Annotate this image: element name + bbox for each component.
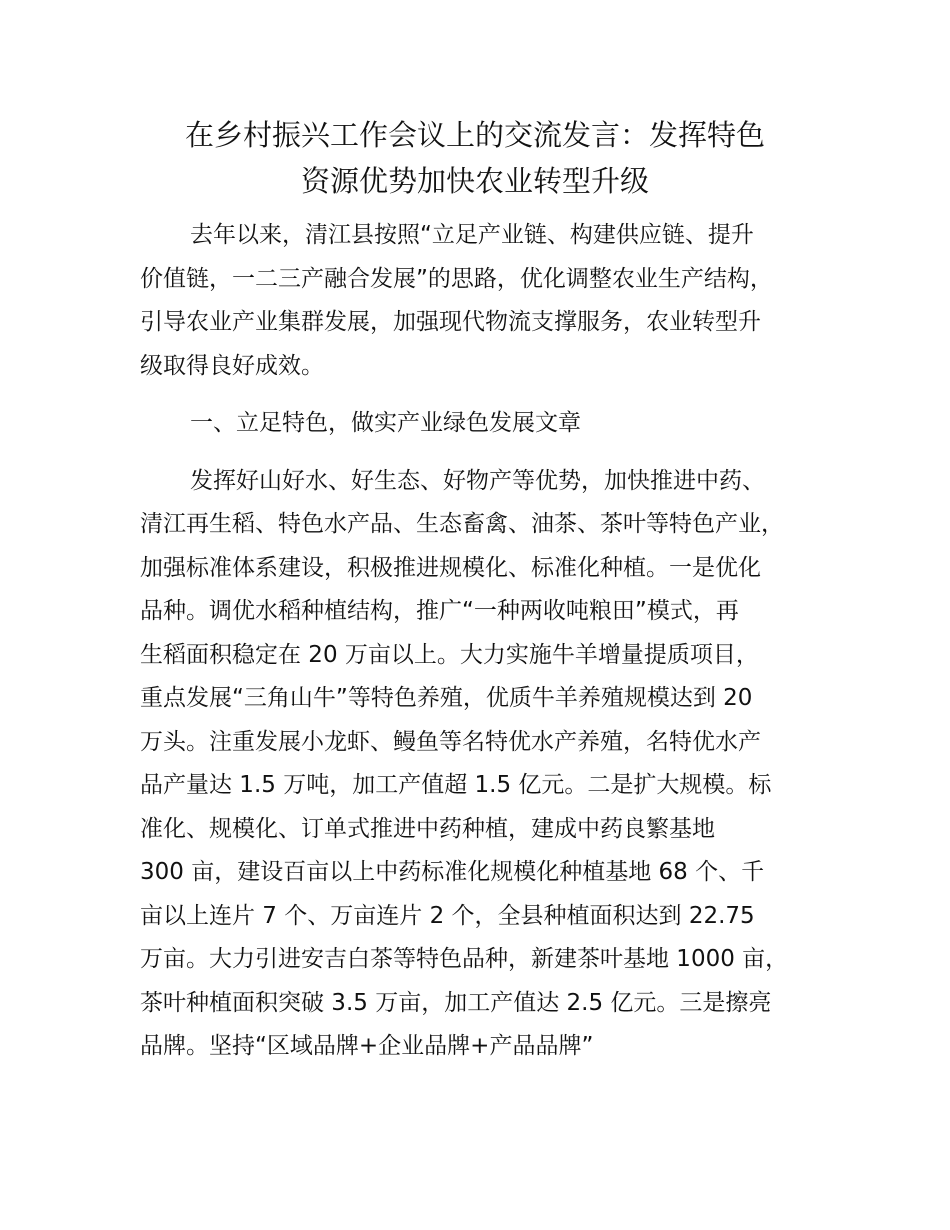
text-line: 加强标准体系建设，积极推进规模化、标准化种植。一是优化 xyxy=(140,554,761,581)
text-line: 准化、规模化、订单式推进中药种植，建成中药良繁基地 xyxy=(140,815,715,842)
document-body xyxy=(140,214,830,1083)
text-line: 品牌。坚持“区域品牌+企业品牌+产品品牌” xyxy=(140,1033,594,1059)
text-line: 万亩。大力引进安吉白茶等特色品种，新建茶叶基地 1000 亩， xyxy=(140,946,789,972)
section-paragraph xyxy=(140,460,830,1069)
text-line: 茶叶种植面积突破 3.5 万亩，加工产值达 2.5 亿元。三是擦亮 xyxy=(140,989,772,1016)
heading-line: 一、立足特色，做实产业绿色发展文章 xyxy=(190,410,581,436)
text-line: 亩以上连片 7 个、万亩连片 2 个，全县种植面积达到 22.75 xyxy=(140,902,755,929)
title-line-2: 资源优势加快农业转型升级 xyxy=(300,164,649,198)
text-line: 万头。注重发展小龙虾、鳗鱼等名特优水产养殖，名特优水产 xyxy=(140,728,761,755)
text-line: 重点发展“三角山牛”等特色养殖，优质牛羊养殖规模达到 20 xyxy=(140,685,753,711)
text-line: 去年以来，清江县按照“立足产业链、构建供应链、提升 xyxy=(190,222,754,248)
text-line: 品种。调优水稻种植结构，推广“一种两收吨粮田”模式，再 xyxy=(140,598,739,624)
text-line: 价值链，一二三产融合发展”的思路，优化调整农业生产结构， xyxy=(140,265,773,292)
title-line-1: 在乡村振兴工作会议上的交流发言：发挥特色 xyxy=(184,118,765,152)
intro-paragraph xyxy=(140,214,830,388)
text-line: 发挥好山好水、好生态、好物产等优势，加快推进中药、 xyxy=(190,467,765,494)
text-line: 清江再生稻、特色水产品、生态畜禽、油茶、茶叶等特色产业， xyxy=(140,511,784,537)
text-line: 生稻面积稳定在 20 万亩以上。大力实施牛羊增量提质项目， xyxy=(140,641,759,668)
text-line: 300 亩，建设百亩以上中药标准化规模化种植基地 68 个、千 xyxy=(140,859,765,885)
text-line: 品产量达 1.5 万吨，加工产值超 1.5 亿元。二是扩大规模。标 xyxy=(140,772,772,798)
text-line: 引导农业产业集群发展，加强现代物流支撑服务，农业转型升 xyxy=(140,309,761,335)
document-title xyxy=(140,112,810,204)
text-line: 级取得良好成效。 xyxy=(140,352,324,379)
section-heading xyxy=(140,402,830,446)
